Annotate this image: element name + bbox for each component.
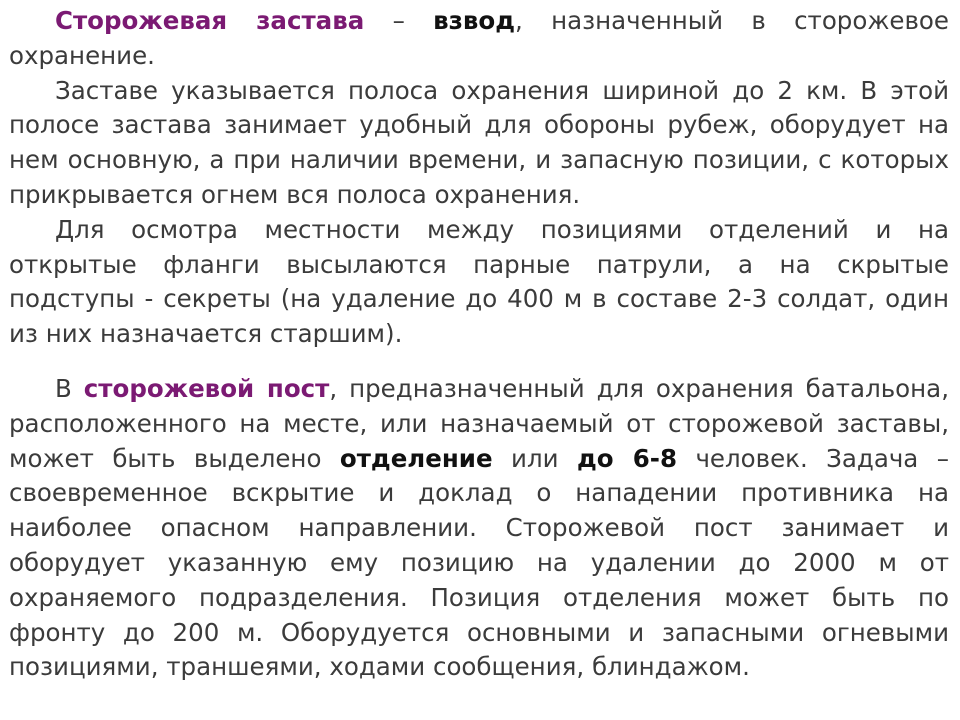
term-sentry-post: сторожевой пост [83, 373, 330, 403]
sentry-intro-text: В [55, 373, 84, 403]
bold-count: до 6-8 [576, 443, 678, 473]
paragraph-sentry-post [9, 372, 949, 685]
sentry-mid-text-2: или [492, 443, 577, 473]
paragraph-patrols [9, 213, 949, 352]
sentry-rest-text: человек. Задача – своевременное вскрытие и доклад о нападении противника на наиболее опасном направлении. Сторожевой пост занимает и оборудует указанную ему позицию на удалении до 2000 м от охраняемого подразделения. Позиция отделения может быть по фронту до 200 м. Оборудуется основными и запасными огневыми позициями, траншеями, ходами сообщения, блиндажом. [9, 443, 949, 682]
sentry-mid-text-1: , предназначенный для охранения батальона, расположенного на месте, или назначаемый от сторожевой заставы, может быть выделено [9, 373, 949, 473]
definition-rest-text: , назначенный в сторожевое охранение. [9, 6, 949, 70]
slide-body [9, 4, 949, 685]
paragraph-outpost-definition [9, 4, 949, 74]
term-outpost: Сторожевая застава [55, 6, 365, 35]
paragraph-security-zone [9, 74, 949, 213]
patrols-text: Для осмотра местности между позициями отделений и на открытые фланги высылаются парные патрули, а на скрытые подступы - секреты (на удаление до 400 м в составе 2-3 солдат, один из них назначается старшим). [9, 214, 949, 349]
dash-text: – [364, 6, 434, 35]
bold-platoon: взвод [433, 6, 515, 35]
security-zone-text: Заставе указывается полоса охранения шириной до 2 км. В этой полосе застава занимает удобный для обороны рубеж, оборудует на нем основную, а при наличии времени, и запасную позиции, с которых прикрывается огнем вся полоса охранения. [9, 75, 949, 209]
bold-squad: отделение [339, 443, 493, 473]
